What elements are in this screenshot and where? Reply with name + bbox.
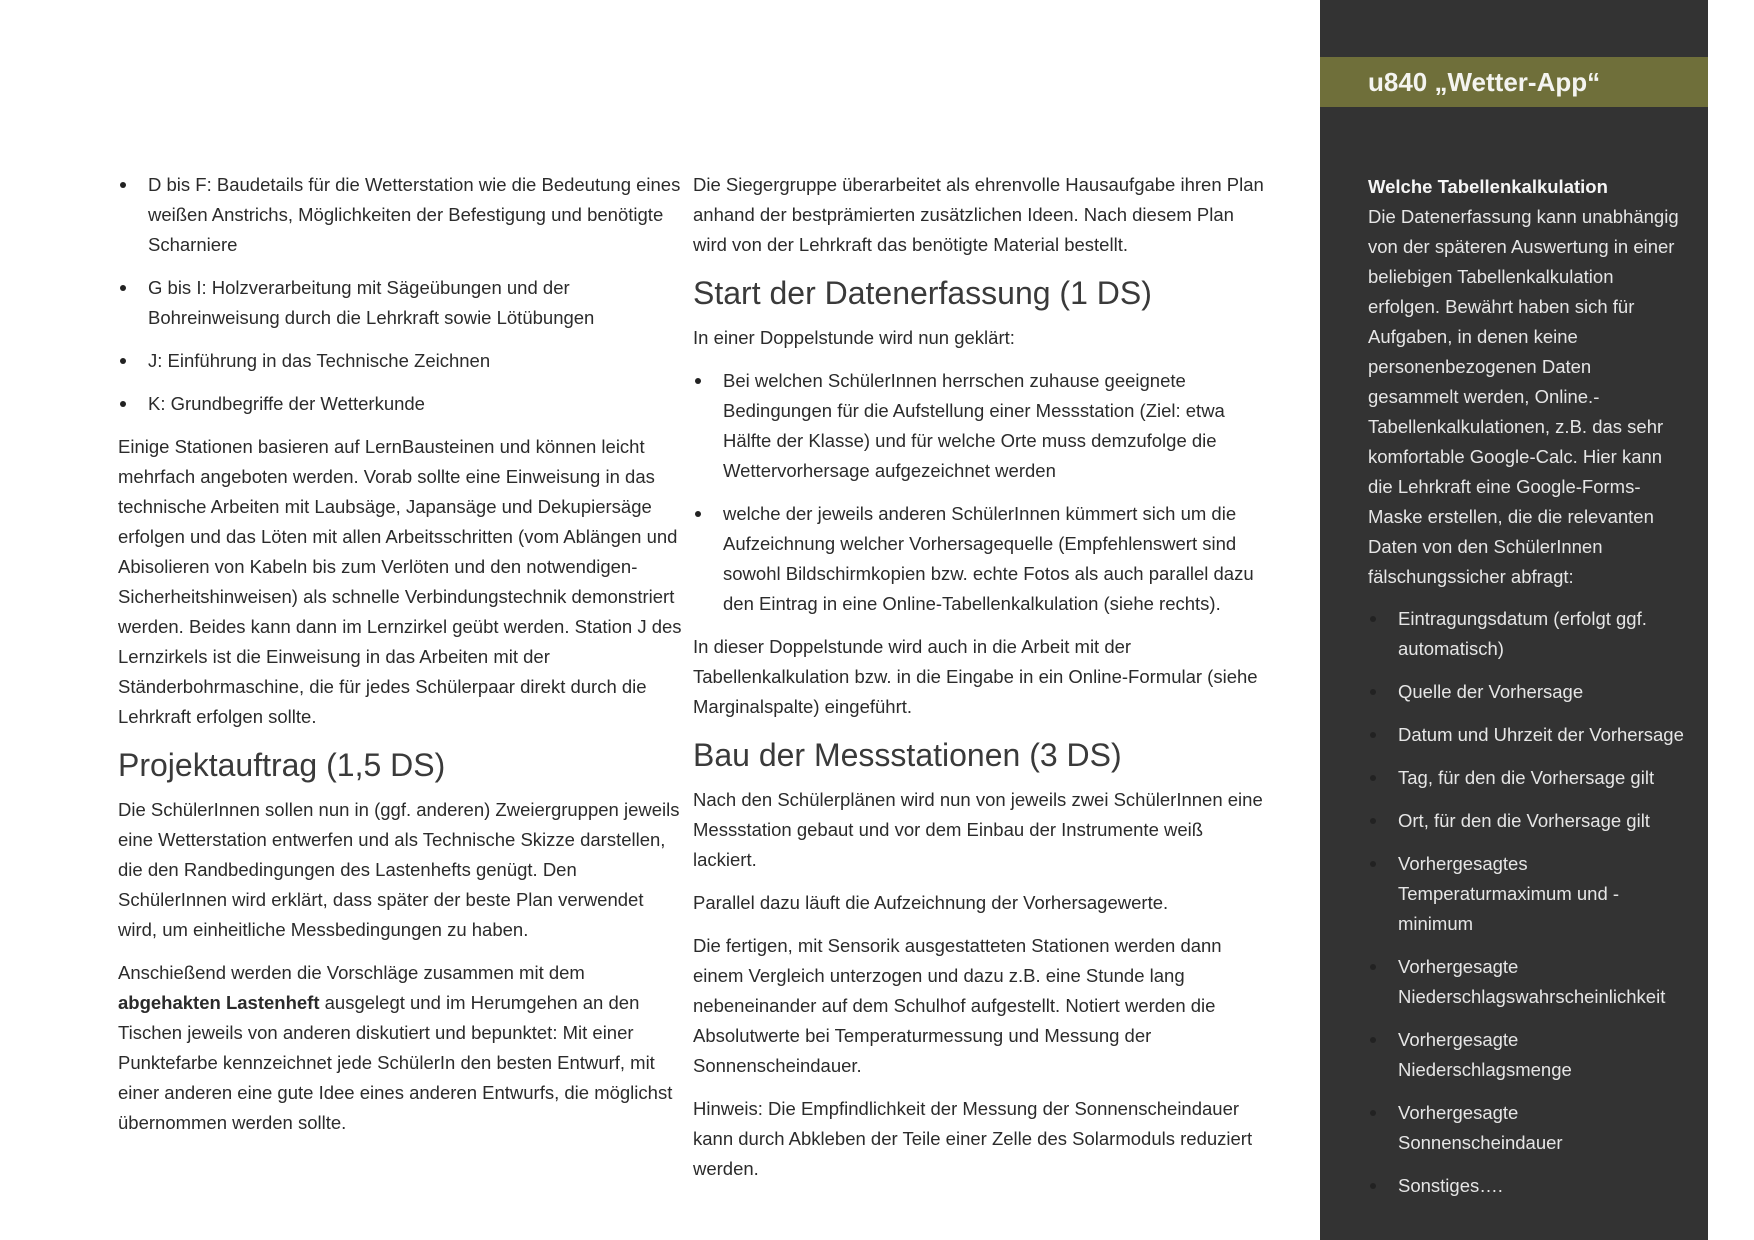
list-item: Vorhergesagte Niederschlagswahrscheinlichkeit: [1368, 952, 1686, 1012]
marginal-sidebar: [1320, 0, 1708, 1240]
paragraph-bewertung-end: ausgelegt und im Herumgehen an den Tischen jeweils von anderen diskutiert und bepunktet: Mit einer Punktefarbe kennzeichnet jede SchülerIn den besten Entwurf, mit einer anderen eine gute Idee eines anderen Entwurfs, die möglichst übernommen werden sollte.: [118, 992, 673, 1133]
bold-term: abgehakten Lastenheft: [118, 992, 320, 1013]
paragraph-vergleich: Die fertigen, mit Sensorik ausgestatteten Stationen werden dann einem Vergleich unterzogen und dazu z.B. eine Stunde lang nebeneinander auf dem Schulhof aufgestellt. Notiert werden die Absolutwerte bei Temperaturmessung und Messung der Sonnenscheindauer.: [693, 935, 1222, 1076]
heading-projektauftrag: Projektauftrag (1,5 DS): [118, 747, 446, 783]
sidebar-list: [1368, 604, 1686, 1201]
paragraph-hinweis: Hinweis: Die Empfindlichkeit der Messung der Sonnenscheindauer kann durch Abkleben der Teile einer Zelle des Solarmoduls reduziert werden.: [693, 1098, 1253, 1179]
list-item: Bei welchen SchülerInnen herrschen zuhause geeignete Bedingungen für die Aufstellung einer Messstation (Ziel: etwa Hälfte der Klasse) und für welche Orte muss demzufolge die Wettervorhersage aufgezeichnet werden: [693, 366, 1265, 486]
list-item: D bis F: Baudetails für die Wetterstation wie die Bedeutung eines weißen Anstrichs, Möglichkeiten der Befestigung und benötigte Scharniere: [118, 170, 683, 260]
list-item: welche der jeweils anderen SchülerInnen kümmert sich um die Aufzeichnung welcher Vorhersagequelle (Empfehlenswert sind sowohl Bildschirmkopien bzw. echte Fotos als auch parallel dazu den Eintrag in eine Online-Tabellenkalkulation (siehe rechts).: [693, 499, 1265, 619]
paragraph-projektauftrag: Die SchülerInnen sollen nun in (ggf. anderen) Zweiergruppen jeweils eine Wetterstation entwerfen und als Technische Skizze darstellen, die den Randbedingungen des Lastenhefts genügt. Den SchülerInnen wird erklärt, dass später der beste Plan verwendet wird, um einheitliche Messbedingungen zu haben.: [118, 799, 680, 940]
list-item: Vorhergesagte Niederschlagsmenge: [1368, 1025, 1686, 1085]
paragraph-siegergruppe: Die Siegergruppe überarbeitet als ehrenvolle Hausaufgabe ihren Plan anhand der bestprämierten zusätzlichen Ideen. Nach diesem Plan wird von der Lehrkraft das benötigte Material bestellt.: [693, 174, 1264, 255]
sidebar-heading: Welche Tabellenkalkulation: [1368, 176, 1608, 197]
sidebar-body: [1368, 172, 1686, 1214]
left-column: [118, 170, 683, 1151]
paragraph-stations: Einige Stationen basieren auf LernBausteinen und können leicht mehrfach angeboten werden. Vorab sollte eine Einweisung in das technische Arbeiten mit Laubsäge, Japansäge und Dekupiersäge erfolgen und das Löten mit allen Arbeitsschritten (vom Ablängen und Abisolieren von Kabeln bis zum Verlöten und den notwendigen-Sicherheitshinweisen) als schnelle Verbindungstechnik demonstriert werden. Beides kann dann im Lernzirkel geübt werden. Station J des Lernzirkels ist die Einweisung in das Arbeiten mit der Ständerbohrmaschine, die für jedes Schülerpaar direkt durch die Lehrkraft erfolgen sollte.: [118, 436, 682, 727]
question-list: [693, 366, 1265, 619]
paragraph-parallel: Parallel dazu läuft die Aufzeichnung der Vorhersagewerte.: [693, 892, 1169, 913]
list-item: Vorhergesagte Sonnenscheindauer: [1368, 1098, 1686, 1158]
heading-messstationen: Bau der Messstationen (3 DS): [693, 737, 1122, 773]
sidebar-title: u840 „Wetter-App“: [1368, 67, 1601, 97]
list-item: Sonstiges….: [1368, 1171, 1686, 1201]
middle-column: [693, 170, 1265, 1197]
list-item: Ort, für den die Vorhersage gilt: [1368, 806, 1686, 836]
list-item: J: Einführung in das Technische Zeichnen: [118, 346, 683, 376]
paragraph-doppelstunde: In einer Doppelstunde wird nun geklärt:: [693, 327, 1015, 348]
station-list: [118, 170, 683, 419]
heading-datenerfassung: Start der Datenerfassung (1 DS): [693, 275, 1152, 311]
list-item: G bis I: Holzverarbeitung mit Sägeübungen und der Bohreinweisung durch die Lehrkraft sowie Lötübungen: [118, 273, 683, 333]
paragraph-tabellenkalkulation: In dieser Doppelstunde wird auch in die Arbeit mit der Tabellenkalkulation bzw. in die Eingabe in ein Online-Formular (siehe Marginalspalte) eingeführt.: [693, 636, 1258, 717]
list-item: Tag, für den die Vorhersage gilt: [1368, 763, 1686, 793]
paragraph-bau: Nach den Schülerplänen wird nun von jeweils zwei SchülerInnen eine Messstation gebaut und vor dem Einbau der Instrumente weiß lackiert.: [693, 789, 1263, 870]
paragraph-bewertung: [118, 958, 683, 1138]
list-item: Datum und Uhrzeit der Vorhersage: [1368, 720, 1686, 750]
sidebar-intro: Die Datenerfassung kann unabhängig von der späteren Auswertung in einer beliebigen Tabellenkalkulation erfolgen. Bewährt haben sich für Aufgaben, in denen keine personenbezogenen Daten gesammelt werden, Online.-Tabellenkalkulationen, z.B. das sehr komfortable Google-Calc. Hier kann die Lehrkraft eine Google-Forms-Maske erstellen, die die relevanten Daten von den SchülerInnen fälschungssicher abfragt:: [1368, 206, 1679, 587]
list-item: Eintragungsdatum (erfolgt ggf. automatisch): [1368, 604, 1686, 664]
list-item: K: Grundbegriffe der Wetterkunde: [118, 389, 683, 419]
list-item: Vorhergesagtes Temperaturmaximum und -minimum: [1368, 849, 1686, 939]
list-item: Quelle der Vorhersage: [1368, 677, 1686, 707]
paragraph-bewertung-start: Anschießend werden die Vorschläge zusammen mit dem: [118, 962, 585, 983]
sidebar-header: [1320, 57, 1708, 107]
